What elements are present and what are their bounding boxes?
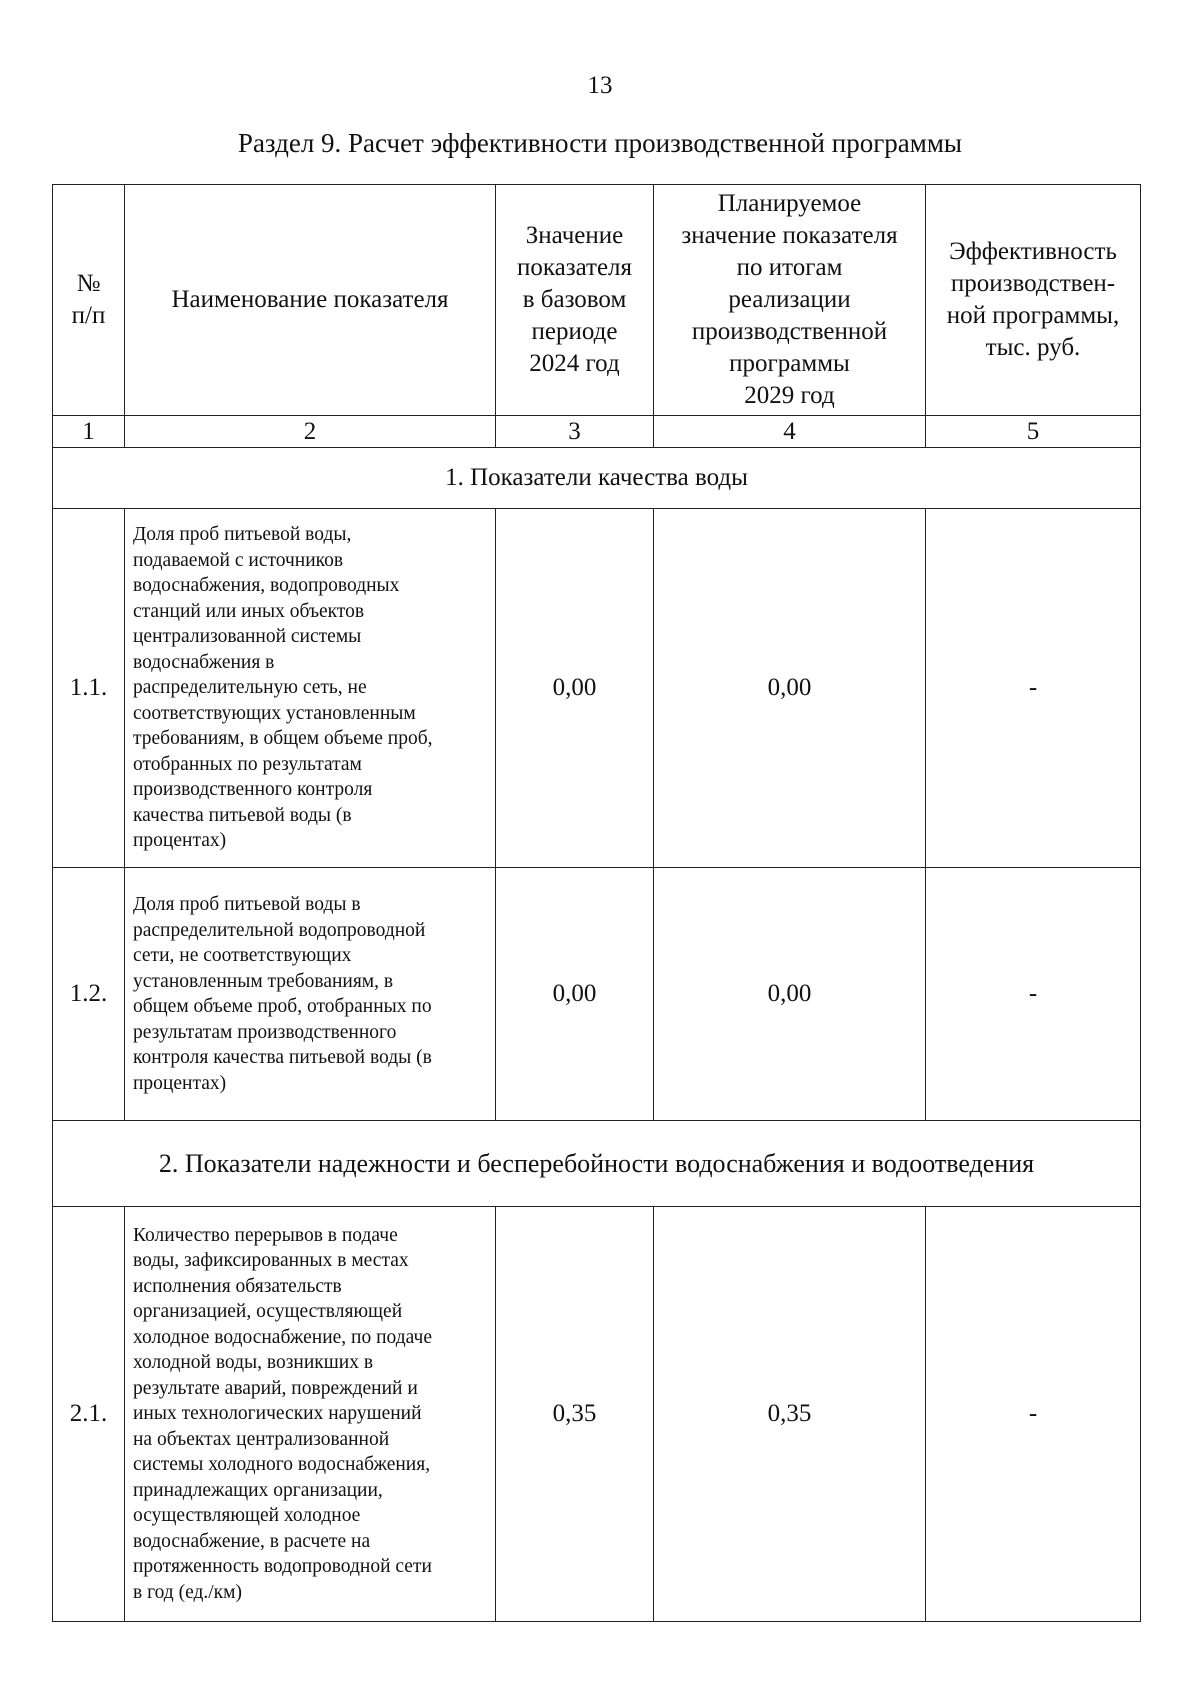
base-value: 0,00 — [496, 509, 654, 868]
header-base-value: Значение показателя в базовом периоде 2024 год — [496, 185, 654, 416]
header-planned-value: Планируемое значение показателя по итогам реализации производственной программы 2029 год — [654, 185, 926, 416]
efficiency-value: - — [926, 509, 1141, 868]
indicator-name: Доля проб питьевой воды, подаваемой с источников водоснабжения, водопроводных станций или иных объектов централизованной системы водоснабжения в распределительную сеть, не соответствующих установленным требованиям, в общем объеме проб, отобранных по результатам производственного контроля качества питьевой воды (в процентах) — [125, 509, 496, 868]
planned-value: 0,00 — [654, 509, 926, 868]
table-row — [53, 868, 1141, 1121]
row-number: 1.2. — [53, 868, 125, 1121]
section-heading: 1. Показатели качества воды — [53, 448, 1141, 509]
column-number-row — [53, 416, 1141, 448]
efficiency-table — [52, 184, 1141, 1622]
section-title: Раздел 9. Расчет эффективности производственной программы — [237, 128, 963, 158]
row-number: 2.1. — [53, 1207, 125, 1622]
column-number: 3 — [496, 416, 654, 448]
header-indicator-name: Наименование показателя — [125, 185, 496, 416]
header-row — [53, 185, 1141, 416]
table-row — [53, 1207, 1141, 1622]
indicator-name: Количество перерывов в подаче воды, зафиксированных в местах исполнения обязательств организацией, осуществляющей холодное водоснабжение, по подаче холодной воды, возникших в результате аварий, повреждений и иных технологических нарушений на объектах централизованной системы холодного водоснабжения, принадлежащих организации, осуществляющей холодное водоснабжение, в расчете на протяженность водопроводной сети в год (ед./км) — [125, 1207, 496, 1622]
column-number: 4 — [654, 416, 926, 448]
table-row — [53, 509, 1141, 868]
column-number: 5 — [926, 416, 1141, 448]
efficiency-value: - — [926, 868, 1141, 1121]
column-number: 2 — [125, 416, 496, 448]
base-value: 0,00 — [496, 868, 654, 1121]
section-row — [53, 448, 1141, 509]
header-efficiency: Эффективность производствен- ной программы, тыс. руб. — [926, 185, 1141, 416]
page-number: 13 — [587, 72, 613, 99]
section-heading: 2. Показатели надежности и бесперебойности водоснабжения и водоотведения — [53, 1121, 1141, 1207]
column-number: 1 — [53, 416, 125, 448]
planned-value: 0,00 — [654, 868, 926, 1121]
efficiency-value: - — [926, 1207, 1141, 1622]
indicator-name: Доля проб питьевой воды в распределительной водопроводной сети, не соответствующих установленным требованиям, в общем объеме проб, отобранных по результатам производственного контроля качества питьевой воды (в процентах) — [125, 868, 496, 1121]
planned-value: 0,35 — [654, 1207, 926, 1622]
header-number: № п/п — [53, 185, 125, 416]
row-number: 1.1. — [53, 509, 125, 868]
base-value: 0,35 — [496, 1207, 654, 1622]
section-row — [53, 1121, 1141, 1207]
